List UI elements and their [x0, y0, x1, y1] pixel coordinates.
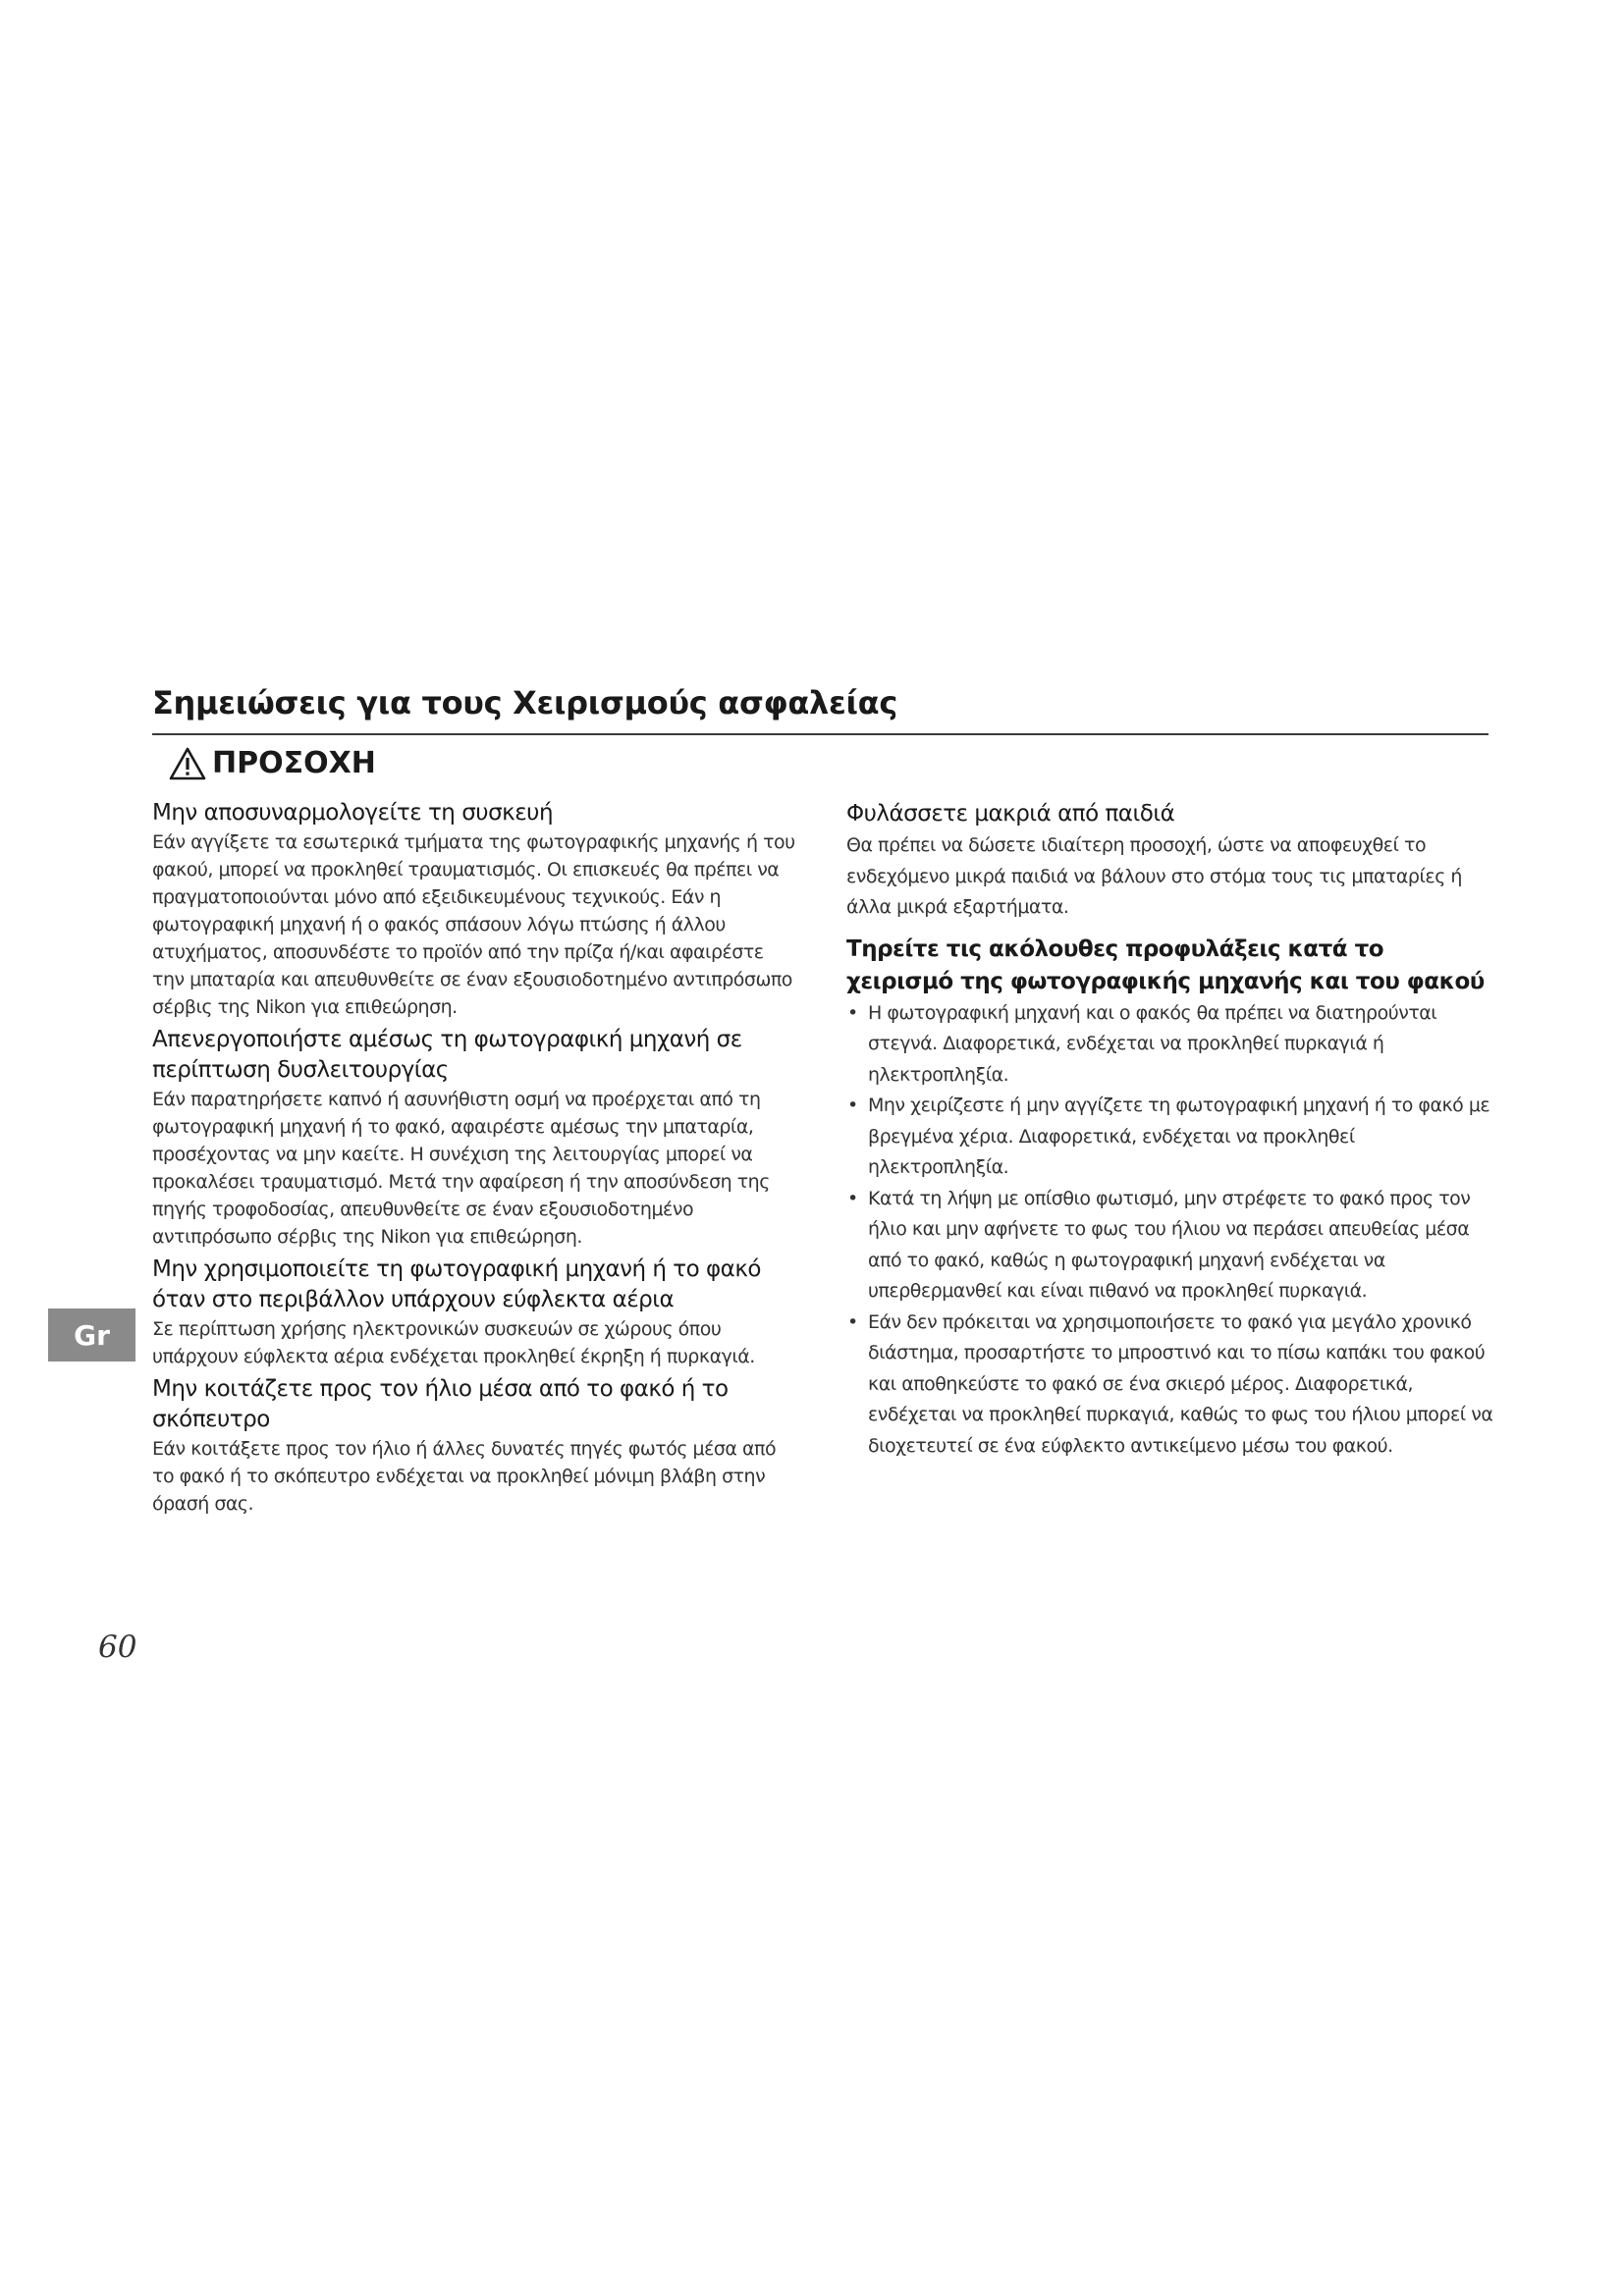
section-body: Εάν παρατηρήσετε καπνό ή ασυνήθιστη οσμή να προέρχεται από τη φωτογραφική μηχανή ή το φακό, αφαιρέστε αμέσως την μπαταρία, προσέχοντας να μην καείτε. Η συνέχιση της λειτουργίας μπορεί να προκαλέσει τραυματισμό. Μετά την αφαίρεση ή την αποσύνδεση της πηγής τροφοδοσίας, απευθυνθείτε σε έναν εξουσιοδοτημένο αντιπρόσωπο σέρβις της Nikon για επιθεώρηση. [152, 1089, 770, 1248]
section-heading: Μην αποσυναρμολογείτε τη συσκευή [152, 800, 554, 826]
section-flammable-gas [152, 1255, 800, 1370]
page-title: Σημειώσεις για τους Χειρισμούς ασφαλείας [152, 684, 898, 721]
section-heading: Μην κοιτάζετε προς τον ήλιο μέσα από το φακό ή το σκόπευτρο [152, 1376, 729, 1432]
section-sun [152, 1374, 800, 1518]
section-heading: Φυλάσσετε μακριά από παιδιά [846, 801, 1175, 827]
list-item: • Η φωτογραφική μηχανή και ο φακός θα πρέπει να διατηρούνται στεγνά. Διαφορετικά, ενδέχεται να προκληθεί πυρκαγιά ή ηλεκτροπληξία. [846, 998, 1494, 1092]
language-tab: Gr [48, 1308, 135, 1362]
section-children [846, 798, 1494, 924]
title-divider [152, 733, 1489, 735]
precautions-list [846, 998, 1494, 1463]
section-body: Σε περίπτωση χρήσης ηλεκτρονικών συσκευών σε χώρους όπου υπάρχουν εύφλεκτα αέρια ενδέχεται προκληθεί έκρηξη ή πυρκαγιά. [152, 1318, 755, 1367]
section-body: Θα πρέπει να δώσετε ιδιαίτερη προσοχή, ώστε να αποφευχθεί το ενδεχόμενο μικρά παιδιά να βάλουν στο στόμα τους τις μπαταρίες ή άλλα μικρά εξαρτήματα. [846, 834, 1462, 918]
section-disassemble [152, 798, 800, 1021]
section-heading: Μην χρησιμοποιείτε τη φωτογραφική μηχανή ή το φακό όταν στο περιβάλλον υπάρχουν εύφλεκτα αέρια [152, 1256, 761, 1312]
list-item: • Μην χειρίζεστε ή μην αγγίζετε τη φωτογραφική μηχανή ή το φακό με βρεγμένα χέρια. Διαφορετικά, ενδέχεται να προκληθεί ηλεκτροπληξία. [846, 1091, 1494, 1184]
section-precautions [846, 934, 1494, 1463]
warning-label [169, 746, 376, 780]
warning-label-text: ΠΡΟΣΟΧΗ [212, 746, 376, 780]
list-item: • Εάν δεν πρόκειται να χρησιμοποιήσετε το φακό για μεγάλο χρονικό διάστημα, προσαρτήστε το μπροστινό και το πίσω καπάκι του φακού και αποθηκεύστε το φακό σε ένα σκιερό μέρος. Διαφορετικά, ενδέχεται να προκληθεί πυρκαγιά, καθώς το φως του ήλιου μπορεί να διοχετευτεί σε ένα εύφλεκτο αντικείμενο μέσω του φακού. [846, 1308, 1494, 1463]
section-body: Εάν αγγίξετε τα εσωτερικά τμήματα της φωτογραφικής μηχανής ή του φακού, μπορεί να προκληθεί τραυματισμός. Οι επισκευές θα πρέπει να πραγματοποιούνται μόνο από εξειδικευμένους τεχνικούς. Εάν η φωτογραφική μηχανή ή ο φακός σπάσουν λόγω πτώσης ή άλλου ατυχήματος, αποσυνδέστε το προϊόν από την πρίζα ή/και αφαιρέστε την μπαταρία και απευθυνθείτε σε έναν εξουσιοδοτημένο αντιπρόσωπο σέρβις της Nikon για επιθεώρηση. [152, 831, 795, 1018]
page-number: 60 [98, 1629, 137, 1665]
section-heading: Απενεργοποιήστε αμέσως τη φωτογραφική μηχανή σε περίπτωση δυσλειτουργίας [152, 1027, 742, 1083]
section-malfunction [152, 1025, 800, 1251]
warning-triangle-icon [169, 747, 206, 780]
left-column [152, 798, 800, 1518]
section-heading: Τηρείτε τις ακόλουθες προφυλάξεις κατά το χειρισμό της φωτογραφικής μηχανής και του φακού [846, 935, 1485, 994]
right-column [846, 798, 1494, 1462]
section-body: Εάν κοιτάξετε προς τον ήλιο ή άλλες δυνατές πηγές φωτός μέσα από το φακό ή το σκόπευτρο ενδέχεται να προκληθεί μόνιμη βλάβη στην όρασή σας. [152, 1438, 777, 1515]
list-item: • Κατά τη λήψη με οπίσθιο φωτισμό, μην στρέφετε το φακό προς τον ήλιο και μην αφήνετε το φως του ήλιου να περάσει απευθείας μέσα από το φακό, καθώς η φωτογραφική μηχανή ενδέχεται να υπερθερμανθεί και είναι πιθανό να προκληθεί πυρκαγιά. [846, 1184, 1494, 1308]
